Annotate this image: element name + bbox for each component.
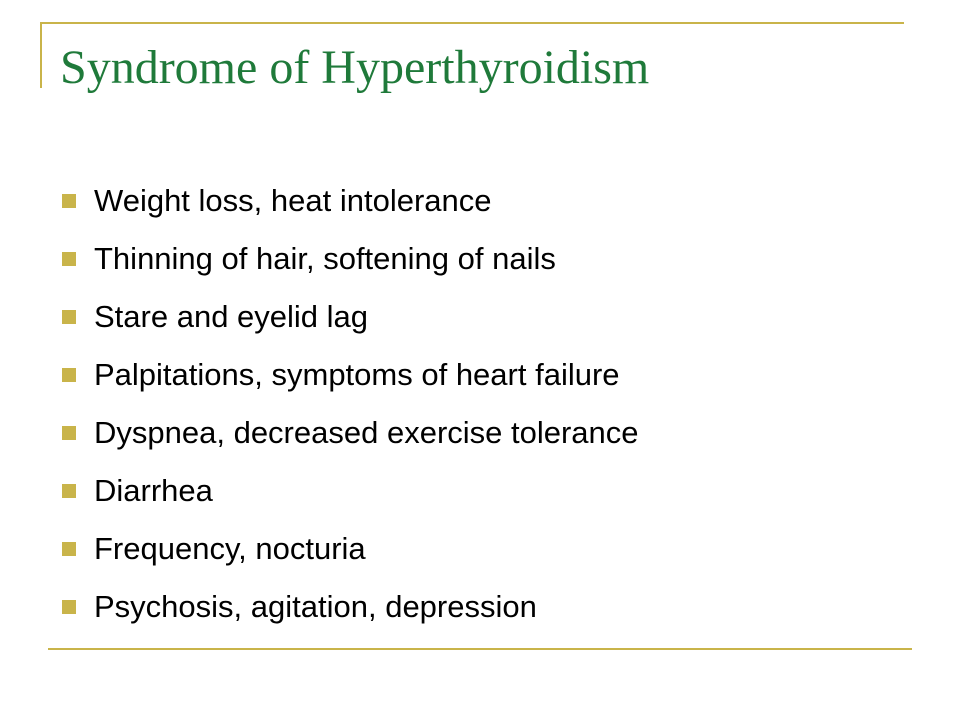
list-item [62,230,639,288]
square-bullet-icon [62,426,76,440]
square-bullet-icon [62,310,76,324]
square-bullet-icon [62,194,76,208]
square-bullet-icon [62,542,76,556]
bullet-text: Psychosis, agitation, depression [94,589,537,624]
bullet-text: Stare and eyelid lag [94,299,369,334]
square-bullet-icon [62,252,76,266]
list-item [62,462,639,520]
square-bullet-icon [62,368,76,382]
frame-left-line [40,22,42,88]
list-item [62,520,639,578]
square-bullet-icon [62,484,76,498]
list-item [62,172,639,230]
bullet-text: Frequency, nocturia [94,531,366,566]
slide-title: Syndrome of Hyperthyroidism [60,41,650,94]
frame-top-line [40,22,904,24]
bullet-text: Diarrhea [94,473,213,508]
bullet-text: Dyspnea, decreased exercise tolerance [94,415,639,450]
frame-bottom-line [48,648,912,650]
list-item [62,346,639,404]
bullet-text: Palpitations, symptoms of heart failure [94,357,620,392]
list-item [62,578,639,636]
list-item [62,288,639,346]
square-bullet-icon [62,600,76,614]
list-item [62,404,639,462]
bullet-text: Weight loss, heat intolerance [94,183,492,218]
bullet-text: Thinning of hair, softening of nails [94,241,556,276]
bullet-list [62,172,639,636]
